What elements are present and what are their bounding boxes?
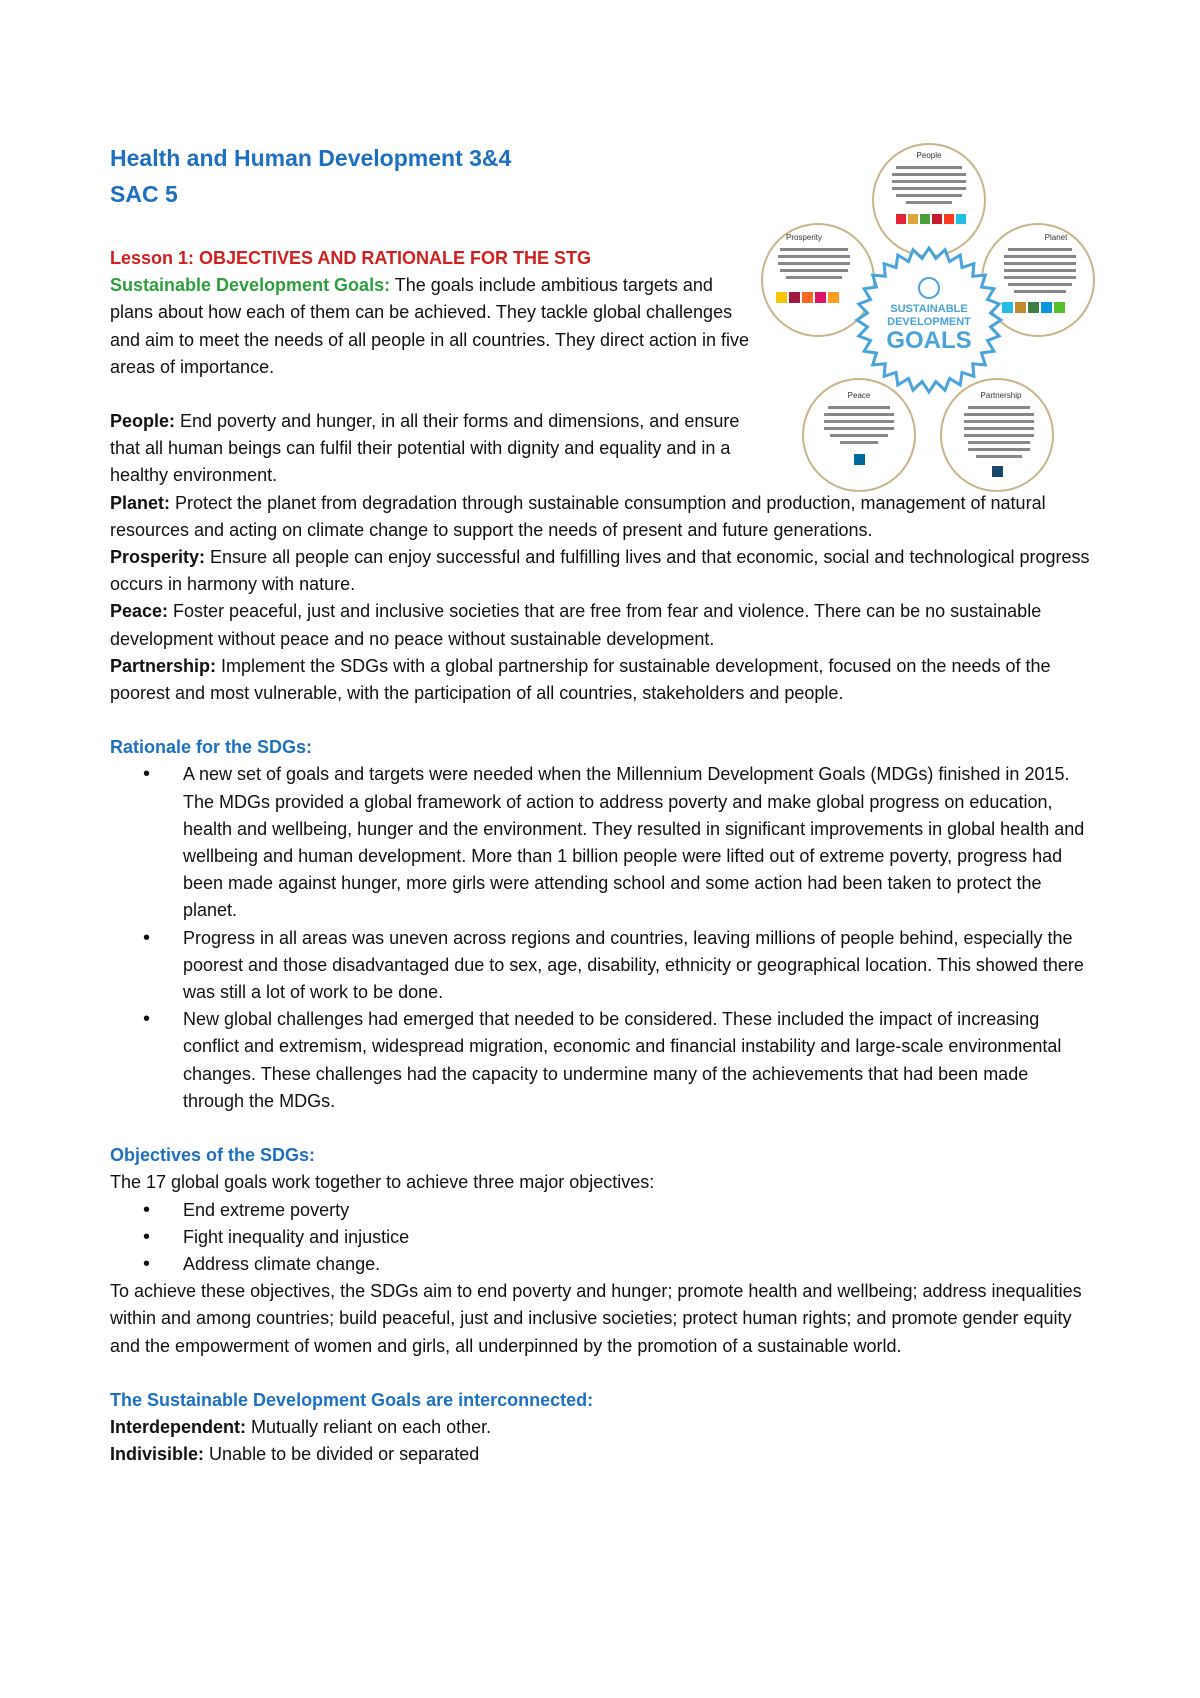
- area-people: [110, 408, 740, 490]
- peace-goal-icons: [854, 454, 865, 465]
- area-term: People:: [110, 411, 176, 432]
- sdg-goal-5-icon: [944, 214, 954, 224]
- sdg-goal-9-icon: [802, 292, 813, 303]
- center-line2: DEVELOPMENT: [887, 316, 971, 328]
- area-term: Planet:: [110, 492, 171, 513]
- sdg-goal-13-icon: [1028, 302, 1039, 313]
- partnership-label: Partnership: [980, 391, 1022, 400]
- prosperity-label: Prosperity: [785, 233, 823, 242]
- area-text: End poverty and hunger, in all their forms and dimensions, and ensure that all human beings can fulfil their potential with dignity and equality and in a healthy environment.: [110, 411, 740, 486]
- area-text: Implement the SDGs with a global partnership for sustainable development, focused on the needs of the poorest and most vulnerable, with the participation of all countries, stakeholders and people.: [110, 655, 1051, 704]
- sdg-goal-10-icon: [815, 292, 826, 303]
- sdg-goal-1-icon: [896, 214, 906, 224]
- planet-goal-icons: [1002, 302, 1065, 313]
- document-title: Health and Human Development 3&4: [110, 145, 512, 171]
- interdependent-definition: [110, 1414, 1090, 1441]
- sdg-goal-6-icon: [1002, 302, 1013, 313]
- people-petal: [873, 144, 985, 256]
- objectives-intro: The 17 global goals work together to achieve three major objectives:: [110, 1172, 655, 1193]
- sdg-goal-12-icon: [1015, 302, 1026, 313]
- area-term: Prosperity:: [110, 547, 206, 568]
- lesson-heading: Lesson 1: OBJECTIVES AND RATIONALE FOR THE STG: [110, 248, 592, 268]
- sdg-goal-3-icon: [920, 214, 930, 224]
- area-partnership: [110, 653, 1090, 707]
- sdg-term: Sustainable Development Goals:: [110, 275, 391, 296]
- definition-text: Mutually reliant on each other.: [246, 1416, 492, 1437]
- rationale-list: [110, 761, 1090, 1115]
- area-term: Partnership:: [110, 655, 217, 676]
- sdg-goal-2-icon: [908, 214, 918, 224]
- sdg-goal-14-icon: [1041, 302, 1052, 313]
- area-text: Foster peaceful, just and inclusive societies that are free from fear and violence. There can be no sustainable development without peace and no peace without sustainable development.: [110, 601, 1042, 649]
- sdg-figure: [756, 142, 1102, 502]
- definition-text: Unable to be divided or separated: [204, 1444, 480, 1465]
- sdg-goal-4-icon: [932, 214, 942, 224]
- area-term: Peace:: [110, 601, 169, 622]
- area-text: Ensure all people can enjoy successful and fulfilling lives and that economic, social and technological progress occurs in harmony with nature.: [110, 547, 1090, 595]
- lesson-intro: [110, 245, 750, 381]
- sdg-intro-paragraph: [110, 272, 750, 381]
- list-item: • A new set of goals and targets were needed when the Millennium Development Goals (MDGs) finished in 2015. The MDGs provided a global framework of action to address poverty and make global progress on education, health and wellbeing, hunger and the environment. They resulted in significant improvements in global health and wellbeing and human development. More than 1 billion people were lifted out of extreme poverty, progress had been made against hunger, more girls were attending school and some action had been taken to protect the planet.: [110, 761, 1090, 924]
- document-subtitle: SAC 5: [110, 181, 178, 207]
- definition-term: Interdependent:: [110, 1416, 247, 1437]
- sdg-intro-text: The goals include ambitious targets and plans about how each of them can be achieved. They tackle global challenges and aim to meet the needs of all people in all countries. They direct action in five areas of importance.: [110, 275, 750, 377]
- center-line1: SUSTAINABLE: [890, 303, 968, 315]
- center-line3: GOALS: [886, 327, 972, 354]
- list-item: • Address climate change.: [110, 1251, 1090, 1278]
- area-text: Protect the planet from degradation through sustainable consumption and production, management of natural resources and acting on climate change to support the needs of present and future generations.: [110, 492, 1046, 540]
- indivisible-definition: [110, 1441, 1090, 1468]
- sdg-goal-7-icon: [776, 292, 787, 303]
- sdg-goal-11-icon: [828, 292, 839, 303]
- planet-label: Planet: [1044, 233, 1068, 242]
- area-peace: [110, 598, 1090, 652]
- definition-term: Indivisible:: [110, 1444, 205, 1465]
- sdg-goal-17-icon: [992, 466, 1003, 477]
- people-label: People: [916, 151, 942, 160]
- list-item: • Fight inequality and injustice: [110, 1224, 1090, 1251]
- area-prosperity: [110, 544, 1090, 598]
- sdg-goal-16-icon: [854, 454, 865, 465]
- objectives-heading: Objectives of the SDGs:: [110, 1145, 316, 1166]
- interconnected-heading: The Sustainable Development Goals are interconnected:: [110, 1389, 594, 1410]
- rationale-heading: Rationale for the SDGs:: [110, 737, 313, 758]
- sdg-goal-15-icon: [1054, 302, 1065, 313]
- prosperity-goal-icons: [776, 292, 839, 303]
- objectives-summary: To achieve these objectives, the SDGs aim to end poverty and hunger; promote health and wellbeing; address inequalities within and among countries; build peaceful, just and inclusive societies; protect human rights; and promote gender equity and the empowerment of women and girls, all underpinned by the promotion of a sustainable world.: [110, 1281, 1082, 1356]
- partnership-goal-icons: [992, 466, 1003, 477]
- peace-label: Peace: [847, 391, 871, 400]
- sdg-diagram: [756, 142, 1102, 502]
- objectives-list: [110, 1197, 1090, 1279]
- sdg-goal-6-icon: [956, 214, 966, 224]
- list-item: • New global challenges had emerged that needed to be considered. These included the impact of increasing conflict and extremism, widespread migration, economic and financial instability and large-scale environmental changes. These challenges had the capacity to undermine many of the achievements that had been made through the MDGs.: [110, 1006, 1090, 1115]
- list-item: • Progress in all areas was uneven across regions and countries, leaving millions of people behind, especially the poorest and those disadvantaged due to sex, age, disability, ethnicity or geographical location. This showed there was still a lot of work to be done.: [110, 925, 1090, 1007]
- list-item: • End extreme poverty: [110, 1197, 1090, 1224]
- sdg-goal-8-icon: [789, 292, 800, 303]
